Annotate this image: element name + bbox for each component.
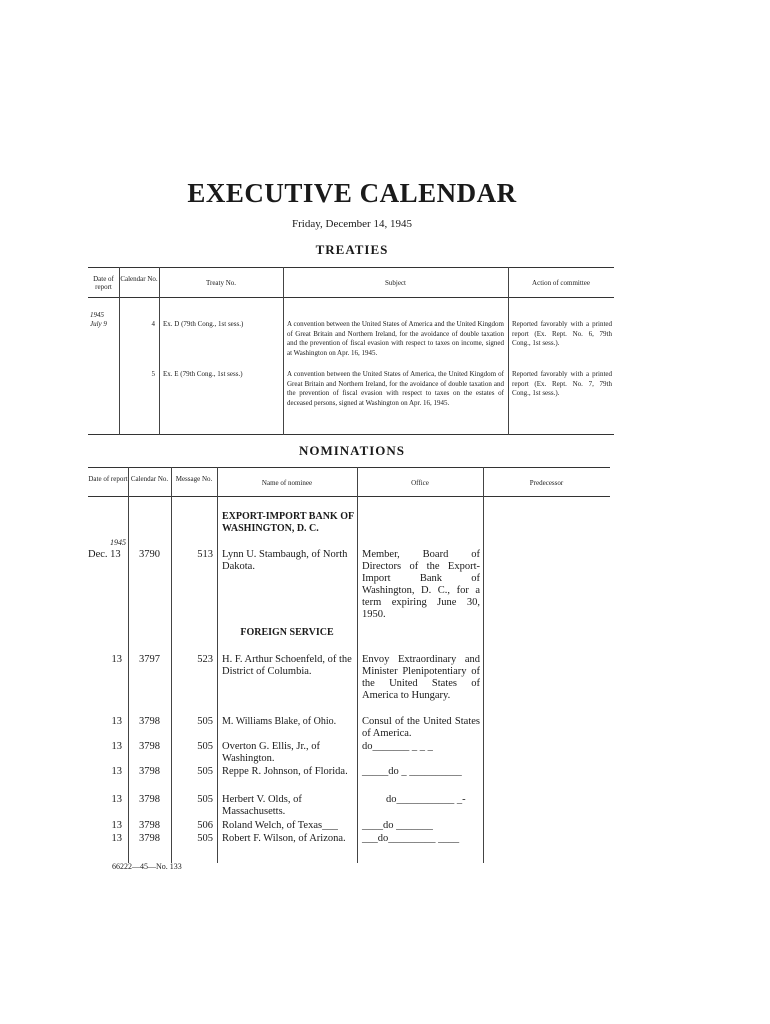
treaties-col-rule	[283, 267, 284, 435]
treaties-col-rule	[508, 267, 509, 435]
nomination-date: 13	[111, 766, 122, 777]
nominations-table	[88, 464, 610, 874]
col-header-nominee: Name of nominee	[261, 479, 313, 487]
col-header-calendar-no: Calendar No.	[120, 275, 158, 283]
nominee-name: H. F. Arthur Schoenfeld, of the District of Columbia.	[222, 654, 352, 677]
nomination-message-no: 513	[197, 549, 213, 560]
nominee-office: Consul of the United States of America.	[362, 716, 480, 739]
col-header-date: Date of report	[88, 475, 128, 483]
treaty-action: Reported favorably with a printed report (Ex. Rept. No. 7, 79th Cong., 1st sess.).	[512, 370, 612, 397]
nomination-date: 13	[111, 716, 122, 727]
col-header-treaty-no: Treaty No.	[205, 279, 237, 287]
nominee-name: Herbert V. Olds, of Massachusetts.	[222, 794, 302, 817]
nominee-office: ____do _______	[362, 820, 433, 831]
group-heading-export-import-bank: EXPORT-IMPORT BANK OF WASHINGTON, D. C.	[222, 511, 354, 534]
nomination-calendar-no: 3798	[139, 766, 160, 777]
treaty-calendar-no: 4	[151, 320, 155, 328]
nomination-calendar-no: 3790	[139, 549, 160, 560]
col-header-calendar-no: Calendar No.	[130, 475, 169, 483]
nomination-message-no: 506	[197, 820, 213, 831]
nomination-date: 13	[111, 820, 122, 831]
col-header-predecessor: Predecessor	[529, 479, 564, 487]
nominations-header-rule	[88, 496, 610, 497]
nomination-date: 13	[111, 833, 122, 844]
nomination-date: 13	[111, 654, 122, 665]
treaties-bottom-rule	[88, 434, 614, 435]
nomination-message-no: 505	[197, 766, 213, 777]
nominations-top-rule	[88, 467, 610, 468]
nomination-calendar-no: 3798	[139, 716, 160, 727]
treaties-heading: TREATIES	[315, 242, 389, 257]
nominations-col-rule	[217, 467, 218, 863]
nomination-message-no: 523	[197, 654, 213, 665]
nomination-calendar-no: 3798	[139, 833, 160, 844]
nominee-name: Reppe R. Johnson, of Florida.	[222, 766, 348, 777]
nomination-calendar-no: 3798	[139, 741, 160, 752]
nomination-calendar-no: 3798	[139, 794, 160, 805]
nominee-name: Robert F. Wilson, of Arizona.	[222, 833, 346, 844]
nomination-message-no: 505	[197, 716, 213, 727]
col-header-action: Action of committee	[532, 279, 590, 287]
nomination-date: 13	[111, 741, 122, 752]
nominee-office: Envoy Extraordinary and Minister Plenipotentiary of the United States of America to Hungary.	[362, 654, 480, 701]
nomination-calendar-no: 3797	[139, 654, 160, 665]
nomination-message-no: 505	[197, 794, 213, 805]
nominations-heading: NOMINATIONS	[298, 443, 406, 458]
col-header-date: Date of report	[93, 275, 114, 291]
treaties-col-rule	[159, 267, 160, 435]
group-heading-foreign-service: FOREIGN SERVICE	[240, 627, 334, 638]
nomination-calendar-no: 3798	[139, 820, 160, 831]
treaty-number: Ex. D (79th Cong., 1st sess.)	[163, 320, 244, 328]
nominations-col-rule	[483, 467, 484, 863]
treaty-date: July 9	[90, 320, 107, 328]
treaties-col-rule	[119, 267, 120, 435]
nominee-office: Member, Board of Directors of the Export-Import Bank of Washington, D. C., for a term expiring June 30, 1950.	[362, 549, 480, 620]
treaty-subject: A convention between the United States of America, the United Kingdom of Great Britain and Northern Ireland, for the avoidance of double taxation and the prevention of fiscal evasion with respect to taxes on the estates of deceased persons, signed at Washington on Apr. 16, 1945.	[287, 370, 504, 407]
treaties-header-rule	[88, 297, 614, 298]
page-title: EXECUTIVE CALENDAR	[187, 178, 517, 208]
nominee-office: do_______ _ _ _	[362, 741, 433, 752]
nomination-message-no: 505	[197, 741, 213, 752]
treaty-calendar-no: 5	[151, 370, 155, 378]
col-header-subject: Subject	[385, 279, 406, 287]
nominee-office: _____do _ __________	[362, 766, 462, 777]
nomination-date: Dec. 13	[88, 549, 121, 560]
nominee-office: do___________ _-	[386, 794, 466, 805]
treaties-top-rule	[88, 267, 614, 268]
treaty-number: Ex. E (79th Cong., 1st sess.)	[163, 370, 243, 378]
col-header-message-no: Message No.	[175, 475, 213, 483]
treaty-subject: A convention between the United States of America and the United Kingdom of Great Britain and Northern Ireland, for the avoidance of double taxation and the prevention of fiscal evasion with respect to taxes on income, signed at Washington on Apr. 16, 1945.	[287, 320, 504, 357]
calendar-date: Friday, December 14, 1945	[292, 218, 412, 230]
nominee-name: Lynn U. Stambaugh, of North Dakota.	[222, 549, 348, 572]
nominations-year: 1945	[110, 538, 126, 547]
treaties-table	[88, 263, 614, 435]
col-header-office: Office	[411, 479, 429, 487]
treaties-year: 1945	[90, 311, 104, 319]
print-code: 66222—45—No. 133	[112, 862, 182, 871]
nominee-name: Roland Welch, of Texas___	[222, 820, 338, 831]
treaty-action: Reported favorably with a printed report (Ex. Rept. No. 6, 79th Cong., 1st sess.).	[512, 320, 612, 347]
nominee-office: ___do_________ ____	[362, 833, 460, 844]
nominee-name: M. Williams Blake, of Ohio.	[222, 716, 337, 727]
nomination-message-no: 505	[197, 833, 213, 844]
nominee-name: Overton G. Ellis, Jr., of Washington.	[222, 741, 320, 764]
nomination-date: 13	[111, 794, 122, 805]
